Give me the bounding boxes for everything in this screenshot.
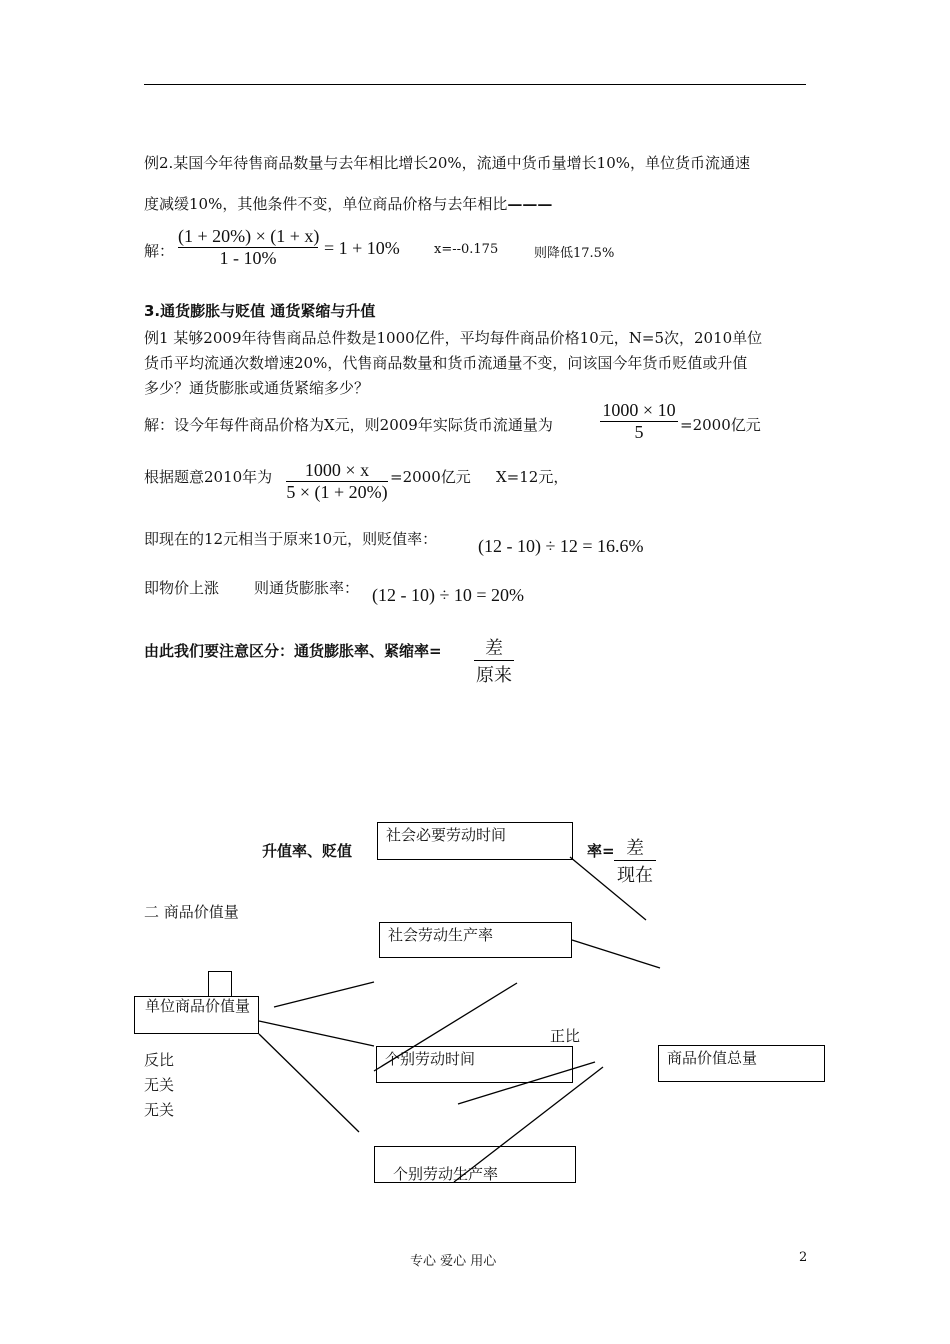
solution1-fraction-numerator: 1000 × 10 <box>602 400 676 420</box>
relation-inverse: 反比 <box>144 1051 175 1069</box>
section3-example1-line2: 货币平均流通次数增速20%，代售商品数量和货币流通量不变，问该国今年货币贬值或升值 <box>144 354 748 372</box>
solution2-fraction-denominator: 5 × (1 + 20%) <box>286 482 388 502</box>
connector-line <box>454 1067 603 1182</box>
solution1-text: 解：设今年每件商品价格为X元，则2009年实际货币流通量为 <box>144 416 553 434</box>
rate-fraction-denominator: 现在 <box>617 865 653 885</box>
example2-fraction-denominator: 1 - 10% <box>219 248 277 268</box>
box-unit-value-label: 单位商品价值量 <box>145 997 251 1015</box>
solution2-fraction-numerator: 1000 × x <box>304 460 370 480</box>
box-individual-time-label: 个别劳动时间 <box>385 1050 476 1068</box>
rate-fraction-numerator: 差 <box>626 838 644 858</box>
solution3-math: (12 - 10) ÷ 12 = 16.6% <box>478 536 644 556</box>
relation-none-2: 无关 <box>144 1101 175 1119</box>
solution2-text: 根据题意2010年为 <box>144 468 273 486</box>
box-individual-productivity-label: 个别劳动生产率 <box>393 1165 499 1183</box>
section2-title: 二 商品价值量 <box>144 903 239 921</box>
solution3-text: 即现在的12元相当于原来10元，则贬值率： <box>144 530 438 548</box>
note-fraction-denominator: 原来 <box>476 665 512 685</box>
rate-label: 率= <box>587 842 615 860</box>
solution4-math: (12 - 10) ÷ 10 = 20% <box>372 585 525 605</box>
solution2-x: X=12元， <box>496 468 569 486</box>
box-total-value-label: 商品价值总量 <box>667 1049 758 1067</box>
connector-line <box>570 857 646 920</box>
section3-heading: 3.通货膨胀与贬值 通货紧缩与升值 <box>144 302 376 320</box>
connector-line <box>259 1034 359 1132</box>
appreciation-label: 升值率、贬值 <box>262 842 353 860</box>
box-social-necessary-time-label: 社会必要劳动时间 <box>386 826 507 844</box>
example2-line1: 例2.某国今年待售商品数量与去年相比增长20%，流通中货币量增长10%，单位货币流通速 <box>144 154 750 172</box>
page-number: 2 <box>799 1250 808 1265</box>
box-social-productivity-label: 社会劳动生产率 <box>388 926 494 944</box>
section3-example1-line1: 例1 某够2009年待售商品总件数是1000亿件，平均每件商品价格10元，N=5次，2010单位 <box>144 329 763 347</box>
positive-label: 正比 <box>550 1027 581 1045</box>
example2-rhs: = 1 + 10% <box>324 238 400 258</box>
solution4-text: 即物价上涨 <box>144 579 220 597</box>
example2-x-value: x=--0.175 <box>434 242 499 257</box>
example2-solution-label: 解： <box>144 242 175 260</box>
answer-blank: ——— <box>507 195 553 213</box>
connector-line <box>374 983 517 1071</box>
section3-example1-line3: 多少？通货膨胀或通货紧缩多少？ <box>144 379 370 397</box>
relation-none-1: 无关 <box>144 1076 175 1094</box>
connector-line <box>259 1021 374 1046</box>
example2-line2: 度减缓10%，其他条件不变，单位商品价格与去年相比——— <box>144 195 553 213</box>
note-text: 由此我们要注意区分：通货膨胀率、紧缩率= <box>144 642 442 660</box>
connector-line <box>458 1062 595 1104</box>
solution4-text2: 则通货膨胀率： <box>254 579 360 597</box>
example2-fraction-numerator: (1 + 20%) × (1 + x) <box>178 226 320 246</box>
footer-center-text: 专心 爱心 用心 <box>410 1254 497 1269</box>
note-fraction-numerator: 差 <box>485 638 503 658</box>
example2-result: 则降低17.5% <box>534 246 615 261</box>
connector-line <box>572 940 660 968</box>
solution2-rhs: =2000亿元 <box>390 468 471 486</box>
connector-line <box>274 982 374 1007</box>
solution1-fraction-denominator: 5 <box>634 422 644 442</box>
solution1-rhs: =2000亿元 <box>680 416 761 434</box>
